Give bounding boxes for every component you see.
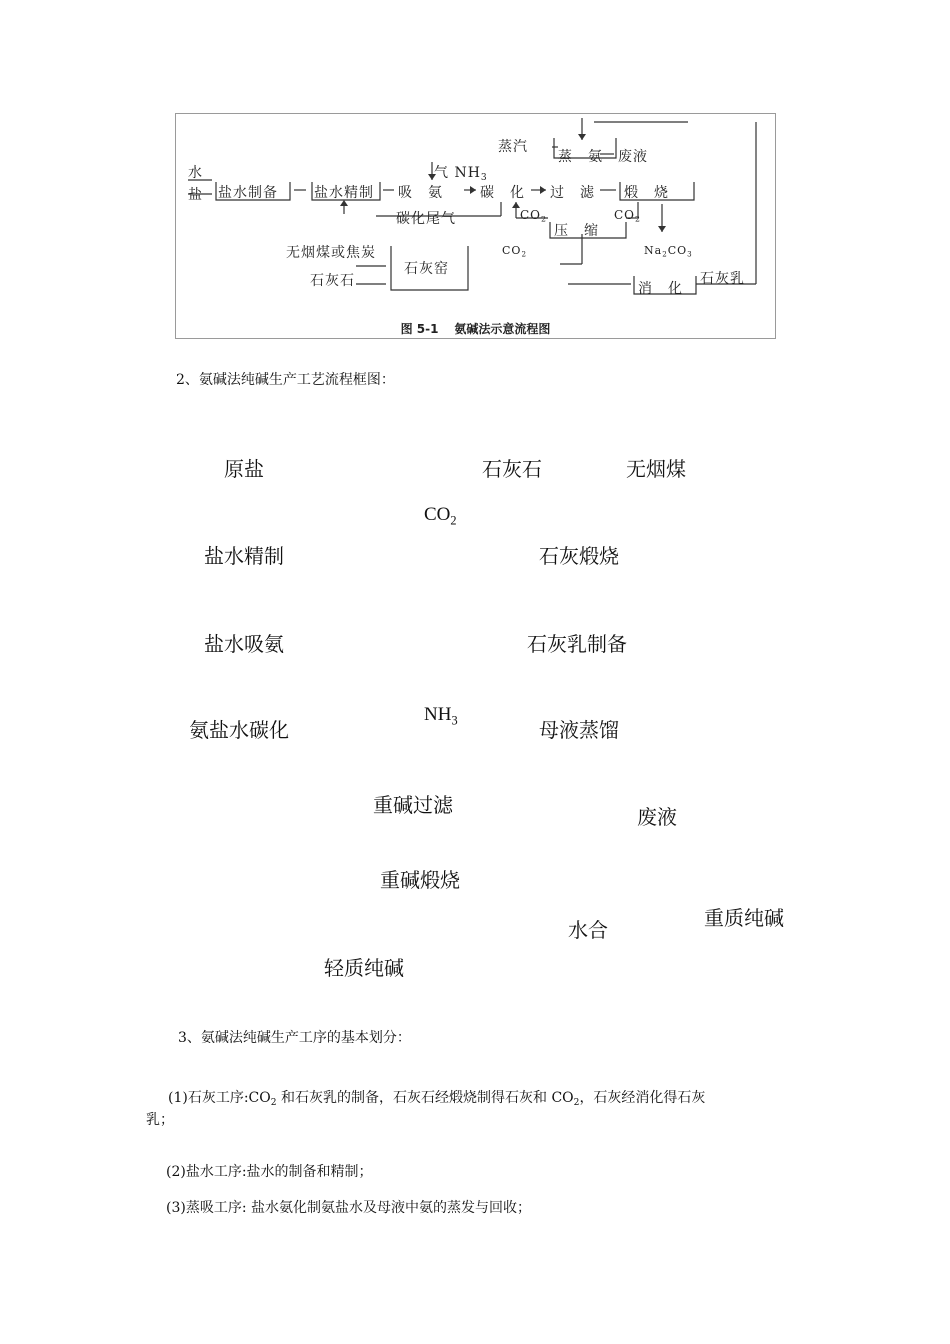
figure-label-brine-purify: 盐水精制 — [314, 185, 374, 201]
figure-label-steam: 蒸汽 — [498, 139, 528, 155]
figure-label-calcine: 煅 烧 — [624, 185, 669, 201]
figure-connectors — [176, 114, 775, 338]
figure-label-kiln: 石灰窑 — [404, 261, 449, 277]
figure-label-filter: 过 滤 — [550, 185, 595, 201]
figure-label-na2co3: $Na_2CO_3$ — [644, 244, 693, 259]
flow-node-brine-absorb: 盐水吸氨 — [204, 632, 284, 656]
flow-node-limestone: 石灰石 — [482, 457, 542, 481]
flow-node-raw-salt: 原盐 — [224, 457, 264, 481]
figure-label-gas-nh3: 气 $NH_3$ — [434, 165, 488, 184]
figure-label-co2-c: $CO_2$ — [502, 244, 527, 259]
figure-label-tail-gas: 碳化尾气 — [396, 211, 456, 227]
figure-caption-number: 图 5-1 — [400, 322, 439, 336]
figure-label-slake: 消 化 — [638, 281, 683, 297]
figure-label-compress: 压 缩 — [554, 223, 599, 239]
flow-node-waste-liquid: 废液 — [637, 805, 677, 829]
flow-node-ammonia-brine-carbonation: 氨盐水碳化 — [189, 718, 289, 742]
item-2-brine-process: (2)盐水工序:盐水的制备和精制； — [166, 1164, 373, 1180]
flow-node-anthracite: 无烟煤 — [626, 457, 686, 481]
flow-node-nh3: $NH_3$ — [424, 704, 458, 728]
section-2-title: 2、氨碱法纯碱生产工艺流程框图： — [176, 372, 395, 388]
section-3-title: 3、氨碱法纯碱生产工序的基本划分： — [178, 1030, 411, 1046]
figure-label-co2-b: $CO_2$ — [614, 208, 641, 224]
figure-caption-text: 氨碱法示意流程图 — [454, 322, 551, 336]
figure-label-distill: 蒸 氨 — [558, 149, 603, 165]
figure-label-absorb: 吸 氨 — [398, 185, 443, 201]
figure-caption — [176, 320, 775, 337]
item-3-distill-absorb-process: (3)蒸吸工序: 盐水氨化制氨盐水及母液中氨的蒸发与回收； — [166, 1200, 531, 1216]
figure-label-salt: 盐 — [188, 187, 203, 203]
flow-node-lime-calcine: 石灰煅烧 — [539, 544, 619, 568]
flow-node-heavy-soda-filter: 重碱过滤 — [373, 793, 453, 817]
figure-label-brine-prep: 盐水制备 — [218, 185, 278, 201]
flow-node-co2: $CO_2$ — [424, 504, 457, 528]
figure-label-water: 水 — [188, 165, 203, 181]
figure-label-waste-liquid: 废液 — [618, 149, 648, 165]
flow-node-light-soda-ash: 轻质纯碱 — [324, 956, 404, 980]
figure-label-limestone: 石灰石 — [310, 273, 355, 289]
flow-node-heavy-soda-calcine: 重碱煅烧 — [380, 868, 460, 892]
figure-label-carbonate: 碳 化 — [480, 185, 525, 201]
figure-label-coal: 无烟煤或焦炭 — [286, 245, 376, 261]
item-1-lime-process: (1)石灰工序$:CO_2$ 和石灰乳的制备，石灰石经煅烧制得石灰和 $CO_2$，石灰经消化得石灰 乳； — [146, 1090, 706, 1128]
flow-node-hydration: 水合 — [568, 918, 608, 942]
process-flow-figure — [175, 113, 776, 339]
figure-label-lime-milk: 石灰乳 — [700, 271, 745, 287]
figure-label-co2-a: $CO_2$ — [520, 208, 547, 224]
flow-node-brine-purify: 盐水精制 — [204, 544, 284, 568]
flow-node-dense-soda-ash: 重质纯碱 — [704, 906, 784, 930]
flow-node-mother-liquor-distill: 母液蒸馏 — [539, 718, 619, 742]
flow-node-lime-milk-prep: 石灰乳制备 — [527, 632, 627, 656]
